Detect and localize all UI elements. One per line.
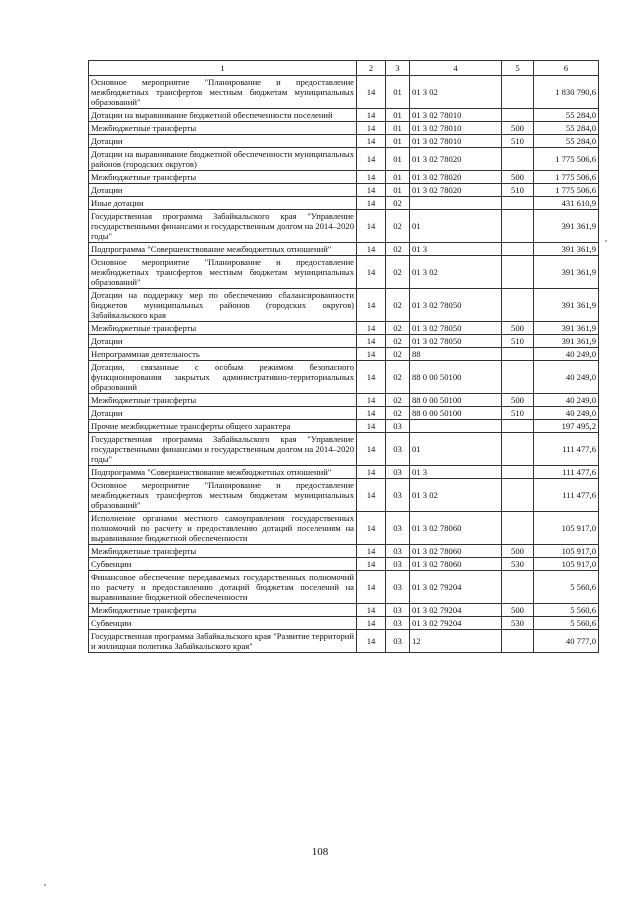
amount-cell: 105 917,0 — [534, 545, 599, 558]
target-article-cell: 01 3 02 78020 — [410, 184, 502, 197]
table-row — [89, 184, 599, 197]
row-name-cell: Дотации на выравнивание бюджетной обеспеченности поселений — [89, 109, 357, 122]
section-code-cell: 14 — [357, 135, 386, 148]
target-article-cell: 01 3 02 78010 — [410, 109, 502, 122]
expense-type-cell — [502, 243, 534, 256]
expense-type-cell: 500 — [502, 322, 534, 335]
expense-type-cell: 530 — [502, 617, 534, 630]
expense-type-cell — [502, 420, 534, 433]
amount-cell: 111 477,6 — [534, 466, 599, 479]
subsection-code-cell: 02 — [386, 348, 410, 361]
expense-type-cell — [502, 148, 534, 171]
amount-cell: 40 777,0 — [534, 630, 599, 653]
expense-type-cell: 500 — [502, 394, 534, 407]
table-row — [89, 76, 599, 109]
table-row — [89, 394, 599, 407]
expense-type-cell: 510 — [502, 407, 534, 420]
row-name-cell: Основное мероприятие "Планирование и предоставление межбюджетных трансфертов местным бюджетам муниципальных образований" — [89, 256, 357, 289]
section-code-cell: 14 — [357, 361, 386, 394]
row-name-cell: Основное мероприятие "Планирование и предоставление межбюджетных трансфертов местным бюджетам муниципальных образований" — [89, 479, 357, 512]
expense-type-cell: 500 — [502, 122, 534, 135]
section-code-cell: 14 — [357, 433, 386, 466]
amount-cell: 40 249,0 — [534, 348, 599, 361]
expense-type-cell: 510 — [502, 135, 534, 148]
expense-type-cell: 510 — [502, 335, 534, 348]
scan-speck — [605, 240, 607, 242]
expense-type-cell — [502, 479, 534, 512]
expense-type-cell — [502, 109, 534, 122]
expense-type-cell — [502, 197, 534, 210]
table-row — [89, 571, 599, 604]
row-name-cell: Субвенции — [89, 558, 357, 571]
subsection-code-cell: 03 — [386, 479, 410, 512]
expense-type-cell — [502, 630, 534, 653]
section-code-cell: 14 — [357, 122, 386, 135]
row-name-cell: Дотации — [89, 407, 357, 420]
row-name-cell: Межбюджетные трансферты — [89, 171, 357, 184]
expense-type-cell — [502, 76, 534, 109]
subsection-code-cell: 02 — [386, 197, 410, 210]
section-code-cell: 14 — [357, 256, 386, 289]
budget-table — [88, 60, 599, 653]
amount-cell: 391 361,9 — [534, 243, 599, 256]
table-row — [89, 122, 599, 135]
target-article-cell: 88 0 00 50100 — [410, 394, 502, 407]
target-article-cell: 01 3 02 79204 — [410, 571, 502, 604]
amount-cell: 111 477,6 — [534, 479, 599, 512]
table-row — [89, 148, 599, 171]
amount-cell: 55 284,0 — [534, 109, 599, 122]
target-article-cell: 01 3 02 78060 — [410, 558, 502, 571]
page-number: 108 — [311, 846, 329, 858]
row-name-cell: Межбюджетные трансферты — [89, 394, 357, 407]
section-code-cell: 14 — [357, 348, 386, 361]
target-article-cell — [410, 197, 502, 210]
target-article-cell: 01 3 02 78010 — [410, 135, 502, 148]
target-article-cell: 01 3 02 78020 — [410, 171, 502, 184]
section-code-cell: 14 — [357, 322, 386, 335]
row-name-cell: Основное мероприятие "Планирование и предоставление межбюджетных трансфертов местным бюджетам муниципальных образований" — [89, 76, 357, 109]
row-name-cell: Межбюджетные трансферты — [89, 545, 357, 558]
section-code-cell: 14 — [357, 335, 386, 348]
expense-type-cell — [502, 571, 534, 604]
target-article-cell: 88 0 00 50100 — [410, 361, 502, 394]
row-name-cell: Иные дотации — [89, 197, 357, 210]
subsection-code-cell: 03 — [386, 433, 410, 466]
table-row — [89, 630, 599, 653]
table-row — [89, 197, 599, 210]
subsection-code-cell: 02 — [386, 394, 410, 407]
table-row — [89, 545, 599, 558]
amount-cell: 391 361,9 — [534, 210, 599, 243]
subsection-code-cell: 02 — [386, 361, 410, 394]
row-name-cell: Государственная программа Забайкальского края "Управление государственными финансами и государственным долгом на 2014–2020 годы" — [89, 433, 357, 466]
row-name-cell: Дотации на поддержку мер по обеспечению сбалансированности бюджетов муниципальных районов (городских округов) Забайкальского края — [89, 289, 357, 322]
subsection-code-cell: 01 — [386, 109, 410, 122]
table-row — [89, 604, 599, 617]
amount-cell: 1 775 506,6 — [534, 148, 599, 171]
target-article-cell: 01 3 02 78060 — [410, 545, 502, 558]
section-code-cell: 14 — [357, 243, 386, 256]
amount-cell: 391 361,9 — [534, 289, 599, 322]
target-article-cell: 01 3 02 — [410, 256, 502, 289]
subsection-code-cell: 01 — [386, 76, 410, 109]
subsection-code-cell: 03 — [386, 512, 410, 545]
subsection-code-cell: 01 — [386, 122, 410, 135]
column-header-3: 3 — [386, 61, 410, 76]
table-row — [89, 479, 599, 512]
amount-cell: 105 917,0 — [534, 558, 599, 571]
amount-cell: 197 495,2 — [534, 420, 599, 433]
section-code-cell: 14 — [357, 171, 386, 184]
table-row — [89, 171, 599, 184]
row-name-cell: Дотации — [89, 335, 357, 348]
amount-cell: 5 560,6 — [534, 604, 599, 617]
expense-type-cell — [502, 256, 534, 289]
column-header-2: 2 — [357, 61, 386, 76]
row-name-cell: Дотации — [89, 135, 357, 148]
scan-speck — [44, 884, 46, 886]
row-name-cell: Субвенции — [89, 617, 357, 630]
target-article-cell: 01 3 02 79204 — [410, 604, 502, 617]
target-article-cell: 01 3 02 78050 — [410, 289, 502, 322]
amount-cell: 40 249,0 — [534, 407, 599, 420]
subsection-code-cell: 03 — [386, 571, 410, 604]
table-row — [89, 256, 599, 289]
section-code-cell: 14 — [357, 148, 386, 171]
section-code-cell: 14 — [357, 571, 386, 604]
amount-cell: 55 284,0 — [534, 122, 599, 135]
table-row — [89, 512, 599, 545]
target-article-cell: 88 — [410, 348, 502, 361]
subsection-code-cell: 03 — [386, 617, 410, 630]
target-article-cell: 01 3 — [410, 466, 502, 479]
table-row — [89, 109, 599, 122]
amount-cell: 40 249,0 — [534, 394, 599, 407]
subsection-code-cell: 02 — [386, 335, 410, 348]
column-header-5: 5 — [502, 61, 534, 76]
expense-type-cell: 510 — [502, 184, 534, 197]
expense-type-cell — [502, 466, 534, 479]
target-article-cell: 01 — [410, 210, 502, 243]
target-article-cell: 01 3 02 — [410, 479, 502, 512]
row-name-cell: Межбюджетные трансферты — [89, 604, 357, 617]
table-row — [89, 466, 599, 479]
target-article-cell: 12 — [410, 630, 502, 653]
row-name-cell: Исполнение органами местного самоуправления государственных полномочий по расчету и предоставлению дотаций поселениям на выравнивание бюджетной обеспеченности — [89, 512, 357, 545]
amount-cell: 391 361,9 — [534, 322, 599, 335]
row-name-cell: Дотации — [89, 184, 357, 197]
expense-type-cell — [502, 512, 534, 545]
expense-type-cell: 530 — [502, 558, 534, 571]
section-code-cell: 14 — [357, 197, 386, 210]
target-article-cell: 01 3 02 78060 — [410, 512, 502, 545]
subsection-code-cell: 01 — [386, 171, 410, 184]
row-name-cell: Межбюджетные трансферты — [89, 322, 357, 335]
amount-cell: 391 361,9 — [534, 256, 599, 289]
expense-type-cell — [502, 433, 534, 466]
column-header-4: 4 — [410, 61, 502, 76]
subsection-code-cell: 03 — [386, 630, 410, 653]
section-code-cell: 14 — [357, 604, 386, 617]
section-code-cell: 14 — [357, 479, 386, 512]
target-article-cell: 88 0 00 50100 — [410, 407, 502, 420]
row-name-cell: Подпрограмма "Совершенствование межбюджетных отношений" — [89, 466, 357, 479]
section-code-cell: 14 — [357, 617, 386, 630]
subsection-code-cell: 02 — [386, 322, 410, 335]
row-name-cell: Межбюджетные трансферты — [89, 122, 357, 135]
row-name-cell: Непрограммная деятельность — [89, 348, 357, 361]
target-article-cell: 01 3 02 78020 — [410, 148, 502, 171]
target-article-cell: 01 3 02 78050 — [410, 322, 502, 335]
section-code-cell: 14 — [357, 466, 386, 479]
row-name-cell: Дотации, связанные с особым режимом безопасного функционирования закрытых административно-территориальных образований — [89, 361, 357, 394]
amount-cell: 5 560,6 — [534, 571, 599, 604]
expense-type-cell — [502, 210, 534, 243]
section-code-cell: 14 — [357, 420, 386, 433]
table-row — [89, 243, 599, 256]
table-row — [89, 289, 599, 322]
subsection-code-cell: 03 — [386, 604, 410, 617]
amount-cell: 111 477,6 — [534, 433, 599, 466]
section-code-cell: 14 — [357, 407, 386, 420]
subsection-code-cell: 01 — [386, 148, 410, 171]
subsection-code-cell: 02 — [386, 243, 410, 256]
section-code-cell: 14 — [357, 558, 386, 571]
section-code-cell: 14 — [357, 210, 386, 243]
amount-cell: 5 560,6 — [534, 617, 599, 630]
subsection-code-cell: 03 — [386, 545, 410, 558]
table-row — [89, 420, 599, 433]
amount-cell: 1 830 790,6 — [534, 76, 599, 109]
subsection-code-cell: 01 — [386, 184, 410, 197]
amount-cell: 1 775 506,6 — [534, 171, 599, 184]
table-row — [89, 322, 599, 335]
amount-cell: 1 775 506,6 — [534, 184, 599, 197]
section-code-cell: 14 — [357, 109, 386, 122]
table-row — [89, 348, 599, 361]
section-code-cell: 14 — [357, 630, 386, 653]
target-article-cell: 01 3 02 78050 — [410, 335, 502, 348]
target-article-cell: 01 3 02 79204 — [410, 617, 502, 630]
row-name-cell: Подпрограмма "Совершенствование межбюджетных отношений" — [89, 243, 357, 256]
section-code-cell: 14 — [357, 289, 386, 322]
table-row — [89, 433, 599, 466]
table-row — [89, 558, 599, 571]
expense-type-cell: 500 — [502, 604, 534, 617]
table-header-row — [89, 61, 599, 76]
section-code-cell: 14 — [357, 76, 386, 109]
amount-cell: 391 361,9 — [534, 335, 599, 348]
table-row — [89, 135, 599, 148]
amount-cell: 431 610,9 — [534, 197, 599, 210]
table-row — [89, 407, 599, 420]
subsection-code-cell: 02 — [386, 289, 410, 322]
table-body — [89, 76, 599, 653]
section-code-cell: 14 — [357, 512, 386, 545]
amount-cell: 40 249,0 — [534, 361, 599, 394]
row-name-cell: Финансовое обеспечение передаваемых государственных полномочий по расчету и предоставлению дотаций бюджетам поселений на выравнивание бюджетной обеспеченности — [89, 571, 357, 604]
target-article-cell: 01 3 — [410, 243, 502, 256]
target-article-cell — [410, 420, 502, 433]
section-code-cell: 14 — [357, 184, 386, 197]
amount-cell: 55 284,0 — [534, 135, 599, 148]
subsection-code-cell: 02 — [386, 210, 410, 243]
subsection-code-cell: 02 — [386, 407, 410, 420]
subsection-code-cell: 01 — [386, 135, 410, 148]
row-name-cell: Дотации на выравнивание бюджетной обеспеченности муниципальных районов (городских округов) — [89, 148, 357, 171]
column-header-6: 6 — [534, 61, 599, 76]
expense-type-cell — [502, 289, 534, 322]
expense-type-cell: 500 — [502, 545, 534, 558]
table-row — [89, 210, 599, 243]
subsection-code-cell: 03 — [386, 558, 410, 571]
column-header-1: 1 — [89, 61, 357, 76]
table-row — [89, 335, 599, 348]
row-name-cell: Прочие межбюджетные трансферты общего характера — [89, 420, 357, 433]
amount-cell: 105 917,0 — [534, 512, 599, 545]
expense-type-cell — [502, 361, 534, 394]
row-name-cell: Государственная программа Забайкальского края "Управление государственными финансами и государственным долгом на 2014–2020 годы" — [89, 210, 357, 243]
row-name-cell: Государственная программа Забайкальского края "Развитие территорий и жилищная политика Забайкальского края" — [89, 630, 357, 653]
section-code-cell: 14 — [357, 394, 386, 407]
subsection-code-cell: 03 — [386, 466, 410, 479]
target-article-cell: 01 3 02 78010 — [410, 122, 502, 135]
subsection-code-cell: 03 — [386, 420, 410, 433]
table-row — [89, 361, 599, 394]
target-article-cell: 01 3 02 — [410, 76, 502, 109]
expense-type-cell — [502, 348, 534, 361]
table-row — [89, 617, 599, 630]
target-article-cell: 01 — [410, 433, 502, 466]
expense-type-cell: 500 — [502, 171, 534, 184]
section-code-cell: 14 — [357, 545, 386, 558]
subsection-code-cell: 02 — [386, 256, 410, 289]
